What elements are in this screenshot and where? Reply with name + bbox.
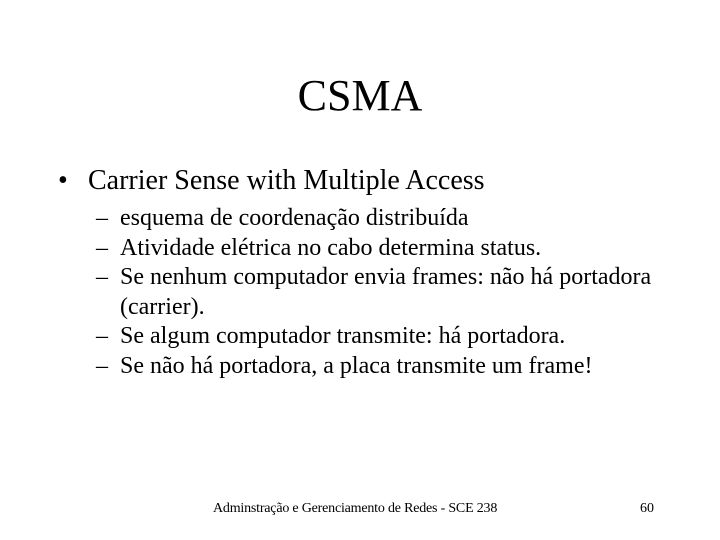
dash-marker: –: [96, 234, 108, 261]
main-bullet-text: Carrier Sense with Multiple Access: [88, 165, 485, 196]
sub-bullet-item: [96, 234, 696, 264]
sub-bullet-item: [96, 322, 696, 352]
sub-bullet-list: [96, 204, 696, 381]
main-bullet: [58, 164, 485, 198]
sub-bullet-text: Se algum computador transmite: há portadora.: [120, 323, 566, 349]
sub-bullet-item: [96, 352, 696, 382]
slide-title: CSMA: [297, 71, 423, 120]
dash-marker: –: [96, 352, 108, 379]
dash-marker: –: [96, 205, 108, 231]
sub-bullet-text: esquema de coordenação distribuída: [120, 205, 469, 231]
page-number: 60: [640, 501, 654, 516]
bullet-marker: •: [58, 165, 68, 196]
footer-course-text: Adminstração e Gerenciamento de Redes - SCE 238: [213, 501, 498, 516]
sub-bullet-text: Se nenhum computador envia frames: não há portadora (carrier).: [120, 264, 652, 320]
dash-marker: –: [96, 323, 108, 349]
sub-bullet-text: Se não há portadora, a placa transmite um frame!: [120, 352, 593, 379]
sub-bullet-item: [96, 204, 696, 234]
dash-marker: –: [96, 264, 108, 290]
sub-bullet-text: Atividade elétrica no cabo determina status.: [120, 234, 542, 261]
sub-bullet-item: [96, 263, 696, 322]
